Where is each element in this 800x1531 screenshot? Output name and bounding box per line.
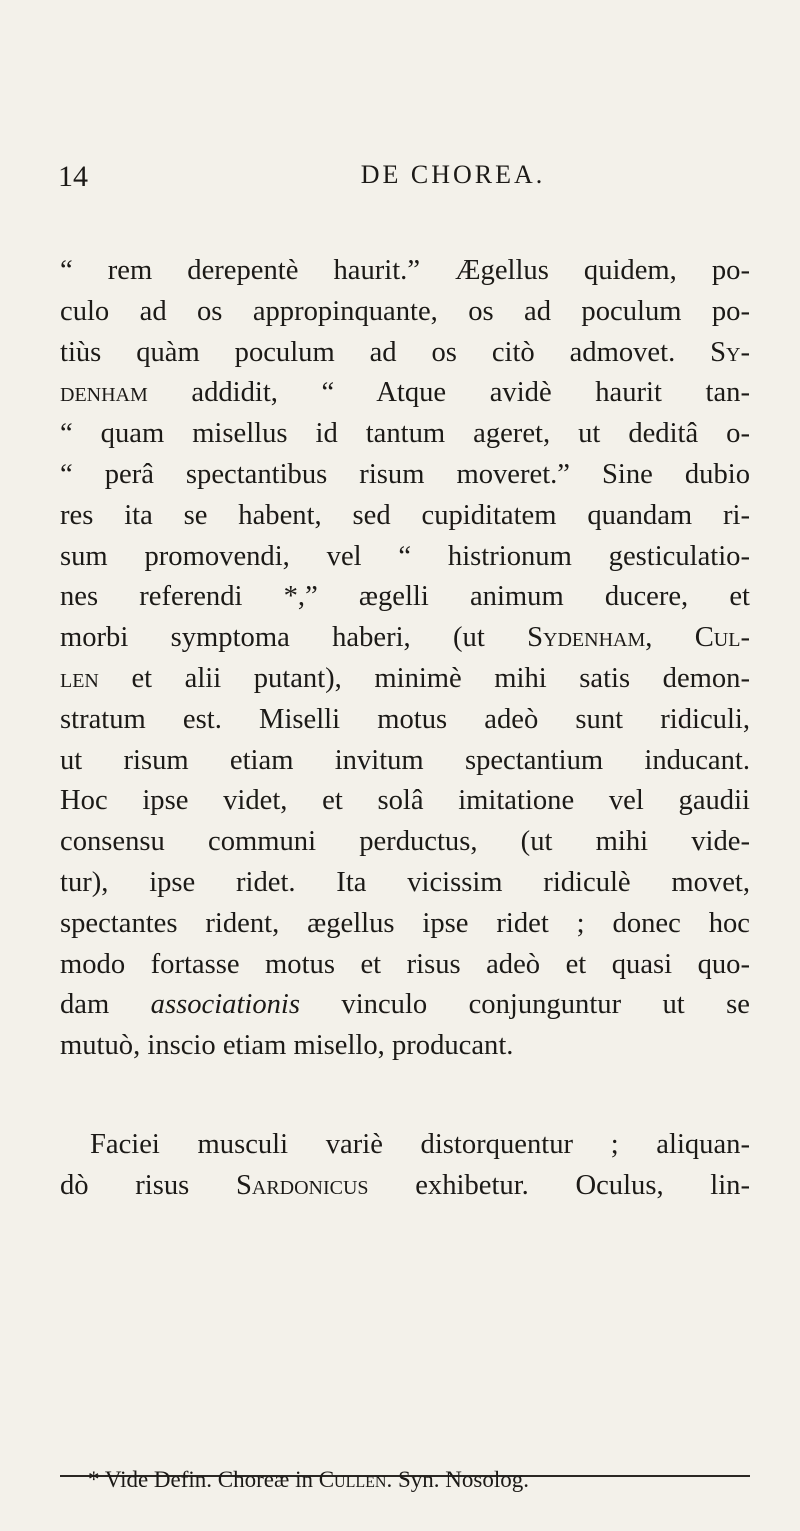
running-title: DE CHOREA. <box>360 160 546 189</box>
paragraph-gap <box>60 1067 750 1125</box>
small-caps-name: Sydenham <box>527 622 646 654</box>
text-line: “ perâ spectantibus risum moveret.” Sine dubio <box>60 458 750 490</box>
small-caps-name: Cul- <box>694 622 750 654</box>
text-line: Faciei musculi variè distorquentur ; aliquan- <box>90 1128 750 1160</box>
text-line: res ita se habent, sed cupiditatem quandam ri- <box>60 499 750 531</box>
text-line: mutuò, inscio etiam misello, producant. <box>60 1030 514 1062</box>
text-line: “ quam misellus id tantum ageret, ut deditâ o- <box>60 418 750 450</box>
small-caps-name: Cullen <box>318 1467 387 1492</box>
text-line: morbi symptoma haberi, (ut Sydenham, Cul- <box>60 622 750 654</box>
body-text <box>60 251 750 1207</box>
text-line: dò risus Sardonicus exhibetur. Oculus, lin- <box>60 1169 750 1201</box>
text-line: ut risum etiam invitum spectantium inducant. <box>60 744 750 776</box>
text-line: “ rem derepentè haurit.” Ægellus quidem, po- <box>60 255 750 286</box>
text-line: spectantes rident, ægellus ipse ridet ; donec hoc <box>60 907 750 939</box>
text-line: Hoc ipse videt, et solâ imitatione vel gaudii <box>60 785 750 817</box>
text-line: nes referendi *,” ægelli animum ducere, et <box>60 581 750 613</box>
page-header <box>58 160 748 200</box>
footnote: * Vide Defin. Choreæ in Cullen. Syn. Nosolog. <box>88 1467 529 1492</box>
text-line: culo ad os appropinquante, os ad poculum po- <box>60 295 750 327</box>
text-line: stratum est. Miselli motus adeò sunt ridiculi, <box>60 703 750 735</box>
italic-term: associationis <box>150 989 300 1021</box>
text-line: tiùs quàm poculum ad os citò admovet. Sy- <box>60 336 750 368</box>
small-caps-name: denham <box>60 377 148 409</box>
text-line: consensu communi perductus, (ut mihi vide- <box>60 826 750 858</box>
text-line: denham addidit, “ Atque avidè haurit tan- <box>60 377 750 409</box>
text-line: sum promovendi, vel “ histrionum gesticulatio- <box>60 540 750 572</box>
text-line: tur), ipse ridet. Ita vicissim ridiculè movet, <box>60 866 750 898</box>
text-line: dam associationis vinculo conjunguntur ut se <box>60 989 750 1021</box>
text-line: len et alii putant), minimè mihi satis demon- <box>60 662 750 694</box>
small-caps-name: Sy- <box>710 336 750 368</box>
page-number: 14 <box>58 160 88 193</box>
text-line: modo fortasse motus et risus adeò et quasi quo- <box>60 948 750 980</box>
small-caps-name: len <box>60 662 99 694</box>
small-caps-name: Sardonicus <box>235 1169 369 1201</box>
